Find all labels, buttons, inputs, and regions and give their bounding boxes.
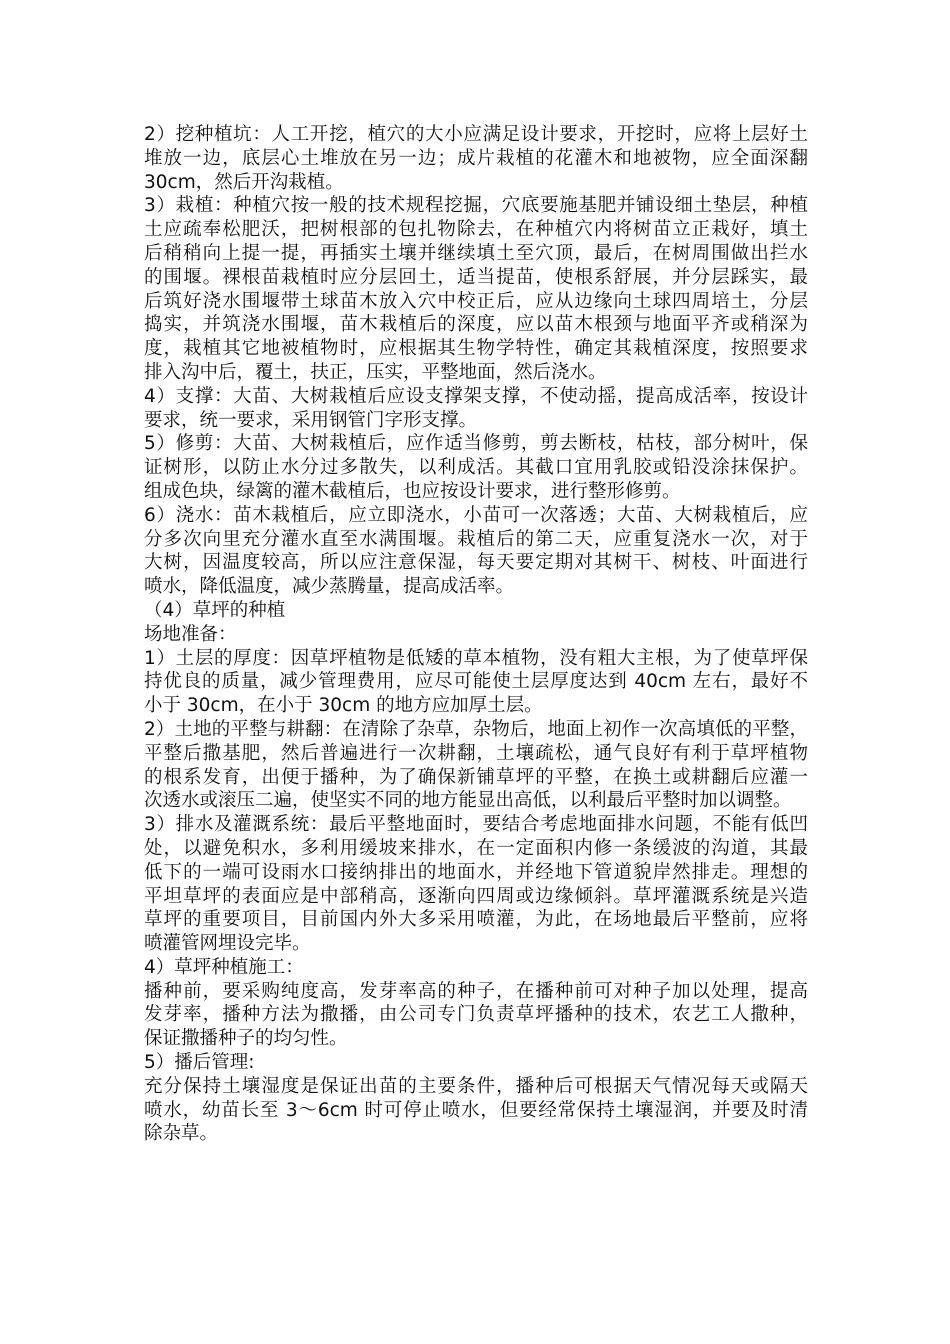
text-line: 保证撒播种子的均匀性。 [144, 1028, 348, 1050]
paragraph [144, 623, 808, 647]
paragraph [144, 980, 808, 1051]
text-line: 1）土层的厚度：因草坪植物是低矮的草本植物，没有粗大主根，为了使草坪保 [144, 647, 808, 669]
paragraph [144, 1075, 808, 1146]
text-line: 发芽率，播种方法为撒播，由公司专门负责草坪播种的技术，农艺工人撒种， [144, 1004, 808, 1026]
text-line: 场地准备： [144, 623, 237, 645]
paragraph [144, 432, 808, 503]
paragraph [144, 1051, 808, 1075]
text-line: 5）播后管理: [144, 1052, 255, 1074]
text-line: 喷水，降低温度，减少蒸腾量，提高成活率。 [144, 576, 515, 598]
text-line: 平整后撒基肥，然后普遍进行一次耕翻，土壤疏松，通气良好有利于草坪植物 [144, 742, 808, 764]
text-line: 土应疏奉松肥沃，把树根部的包扎物除去，在种植穴内将树苗立正栽好，填土 [144, 219, 808, 241]
text-line: 草坪的重要项目，目前国内外大多采用喷灌，为此，在场地最后平整前，应将 [144, 909, 808, 931]
paragraph [144, 647, 808, 718]
text-line: 分多次向里充分灌水直至水满围堰。栽植后的第二天，应重复浇水一次，对于 [144, 528, 808, 550]
text-line: 播种前，要采购纯度高，发芽率高的种子，在播种前可对种子加以处理，提高 [144, 980, 808, 1002]
text-line: 度，栽植其它地被植物时，应根据其生物学特性，确定其栽植深度，按照要求 [144, 338, 808, 360]
text-line: 大树，因温度较高，所以应注意保湿，每天要定期对其树干、树枝、叶面进行 [144, 552, 808, 574]
text-line: 6）浇水：苗木栽植后，应立即浇水，小苗可一次落透；大苗、大树栽植后，应 [144, 504, 808, 526]
text-line: 5）修剪：大苗、大树栽植后，应作适当修剪，剪去断枝，枯枝，部分树叶，保 [144, 433, 808, 455]
text-line: 的根系发育，出便于播种，为了确保新铺草坪的平整，在换土或耕翻后应灌一 [144, 766, 808, 788]
paragraph [144, 123, 808, 194]
text-line: 持优良的质量，减少管理费用，应尽可能使土层厚度达到 40cm 左右，最好不 [144, 671, 808, 693]
text-line: 小于 30cm，在小于 30cm 的地方应加厚土层。 [144, 695, 543, 717]
paragraph [144, 504, 808, 599]
text-line: 组成色块，绿篱的灌木截植后，也应按设计要求，进行整形修剪。 [144, 480, 681, 502]
text-line: （4）草坪的种植 [144, 599, 286, 621]
text-line: 3）栽植：种植穴按一般的技术规程挖掘，穴底要施基肥并铺设细土垫层，种植 [144, 195, 808, 217]
text-line: 喷水，幼苗长至 3～6cm 时可停止喷水，但要经常保持土壤湿润，并要及时清 [144, 1099, 808, 1121]
text-line: 平坦草坪的表面应是中部稍高，逐渐向四周或边缘倾斜。草坪灌溉系统是兴造 [144, 885, 808, 907]
text-line: 2）土地的平整与耕翻：在清除了杂草，杂物后，地面上初作一次高填低的平整， [144, 718, 808, 740]
paragraph [144, 385, 808, 433]
text-line: 充分保持土壤湿度是保证出苗的主要条件，播种后可根据天气情况每天或隔天 [144, 1075, 808, 1097]
paragraph [144, 956, 808, 980]
paragraph [144, 813, 808, 956]
paragraph [144, 718, 808, 813]
text-line: 捣实，并筑浇水围堰，苗木栽植后的深度，应以苗木根颈与地面平齐或稍深为 [144, 314, 808, 336]
text-line: 4）草坪种植施工： [144, 956, 304, 978]
text-line: 低下的一端可设雨水口接纳排出的地面水，并经地下管道貌岸然排走。理想的 [144, 861, 808, 883]
document-body [144, 123, 808, 1146]
text-line: 喷灌管网埋设完毕。 [144, 933, 311, 955]
text-line: 证树形，以防止水分过多散失，以利成活。其截口宜用乳胶或铅没涂抹保护。 [144, 457, 808, 479]
text-line: 后筑好浇水围堰带土球苗木放入穴中校正后，应从边缘向土球四周培土，分层 [144, 290, 808, 312]
paragraph [144, 599, 808, 623]
text-line: 后稍稍向上提一提，再插实土壤并继续填土至穴顶，最后，在树周围做出拦水 [144, 242, 808, 264]
text-line: 要求，统一要求，采用钢管门字形支撑。 [144, 409, 478, 431]
text-line: 堆放一边，底层心土堆放在另一边；成片栽植的花灌木和地被物，应全面深翻 [144, 147, 808, 169]
text-line: 30cm，然后开沟栽植。 [144, 171, 344, 193]
text-line: 4）支撑：大苗、大树栽植后应设支撑架支撑，不使动摇，提高成活率，按设计 [144, 385, 808, 407]
text-line: 的围堰。裸根苗栽植时应分层回土，适当提苗，使根系舒展，并分层踩实，最 [144, 266, 808, 288]
text-line: 3）排水及灌溉系统：最后平整地面时，要结合考虑地面排水问题，不能有低凹 [144, 814, 808, 836]
text-line: 次透水或滚压二遍，使坚实不同的地方能显出高低，以利最后平整时加以调整。 [144, 790, 792, 812]
text-line: 排入沟中后，覆土，扶正，压实，平整地面，然后浇水。 [144, 361, 607, 383]
text-line: 除杂草。 [144, 1123, 219, 1145]
text-line: 处，以避免积水，多利用缓坡来排水，在一定面积内修一条缓波的沟道，其最 [144, 837, 808, 859]
paragraph [144, 194, 808, 384]
text-line: 2）挖种植坑：人工开挖，植穴的大小应满足设计要求，开挖时，应将上层好土 [144, 124, 808, 145]
